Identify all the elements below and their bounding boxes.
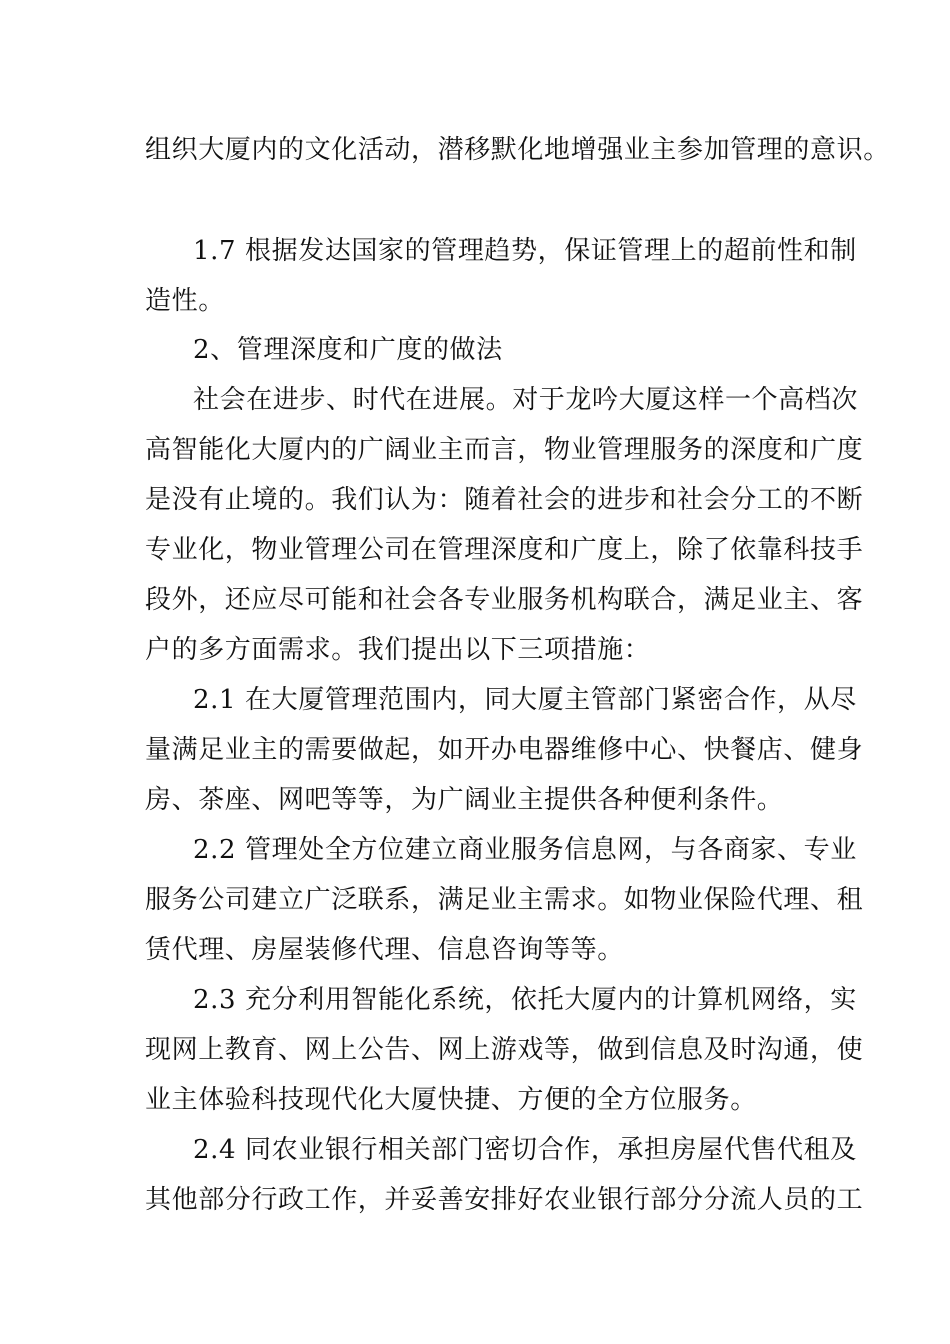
text-line: 量满足业主的需要做起，如开办电器维修中心、快餐店、健身 (145, 735, 864, 765)
text-line: 2.4 同农业银行相关部门密切合作，承担房屋代售代租及 (193, 1135, 857, 1165)
text-line: 户的多方面需求。我们提出以下三项措施： (145, 635, 651, 665)
text-line: 组织大厦内的文化活动，潜移默化地增强业主参加管理的意识。 (145, 135, 890, 165)
section-heading: 2、管理深度和广度的做法 (193, 335, 503, 365)
text-line: 段外，还应尽可能和社会各专业服务机构联合，满足业主、客 (145, 585, 864, 615)
text-line: 是没有止境的。我们认为：随着社会的进步和社会分工的不断 (145, 485, 864, 515)
text-line: 现网上教育、网上公告、网上游戏等，做到信息及时沟通，使 (145, 1035, 864, 1065)
text-line: 1.7 根据发达国家的管理趋势，保证管理上的超前性和制 (193, 236, 857, 266)
text-line: 业主体验科技现代化大厦快捷、方便的全方位服务。 (145, 1085, 757, 1115)
text-line: 其他部分行政工作，并妥善安排好农业银行部分分流人员的工 (145, 1185, 864, 1215)
text-line: 2.1 在大厦管理范围内，同大厦主管部门紧密合作，从尽 (193, 685, 857, 715)
text-line: 造性。 (145, 286, 225, 316)
text-line: 赁代理、房屋装修代理、信息咨询等等。 (145, 935, 624, 965)
text-line: 房、茶座、网吧等等，为广阔业主提供各种便利条件。 (145, 785, 784, 815)
text-line: 高智能化大厦内的广阔业主而言，物业管理服务的深度和广度 (145, 435, 864, 465)
text-line: 社会在进步、时代在进展。对于龙吟大厦这样一个高档次 (193, 385, 859, 415)
text-line: 服务公司建立广泛联系，满足业主需求。如物业保险代理、租 (145, 885, 864, 915)
text-line: 2.2 管理处全方位建立商业服务信息网，与各商家、专业 (193, 835, 857, 865)
text-line: 2.3 充分利用智能化系统，依托大厦内的计算机网络，实 (193, 985, 857, 1015)
text-line: 专业化，物业管理公司在管理深度和广度上，除了依靠科技手 (145, 535, 864, 565)
